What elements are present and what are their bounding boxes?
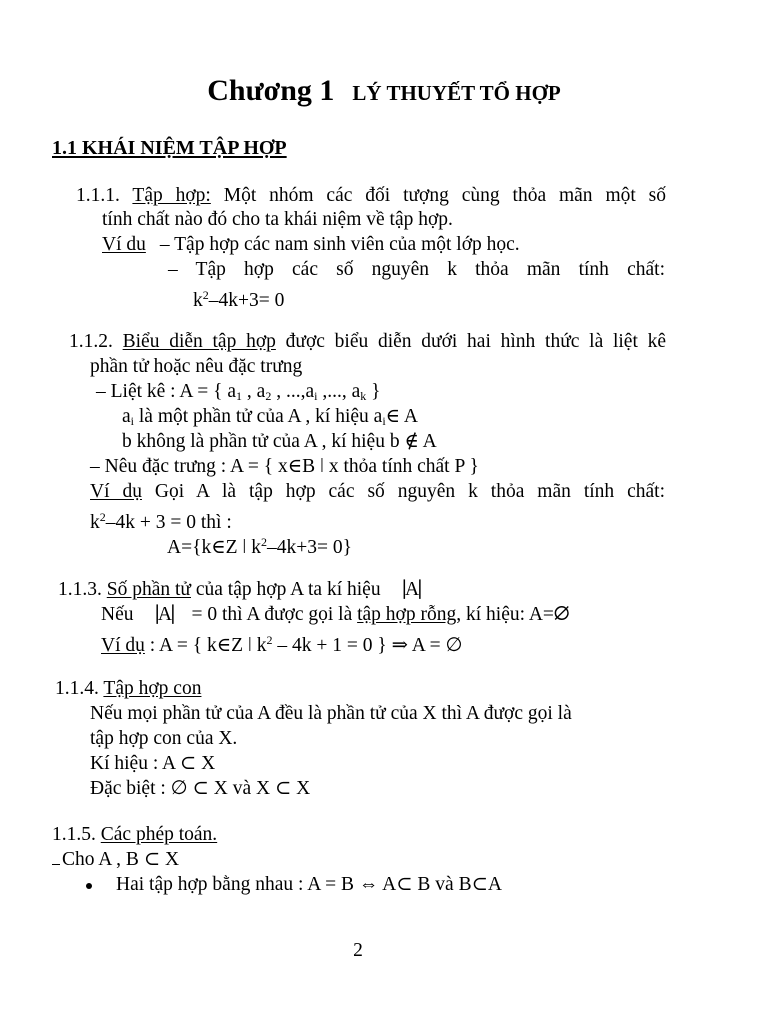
s113-example-label: Ví dụ [101,635,145,656]
s115-line1-text: Cho A , B ⊂ X [62,849,180,870]
s115-line1 [52,848,179,872]
s113-ex-pre: : A = { k∈Z ǀ k [144,635,267,656]
s113-text: của tập hợp A ta kí hiệu ⎹A⎸ [195,579,439,600]
s112-list [96,380,380,408]
s114-number: 1.1.4. [55,678,99,699]
s113-empty-set-term: tập hợp rỗng [357,604,457,625]
s111-line1 [76,184,666,208]
s111-example-label: Ví du [102,234,146,255]
s112-ex-k: k [90,512,100,533]
s111-number: 1.1.1. [76,185,120,206]
s112-subi: i [314,389,318,403]
s112-elem-sym: ∈ A [385,406,418,427]
s115-number: 1.1.5. [52,824,96,845]
s114-special: Đặc biệt : ∅ ⊂ X và X ⊂ X [90,778,311,799]
chapter-heading [0,74,768,108]
page-number: 2 [353,940,363,961]
s111-example1-text: – Tập hợp các nam sinh viên của một lớp học. [159,234,520,255]
s112-ex-exp: 2 [99,510,106,524]
s112-sub1: 1 [236,389,243,403]
bullet-icon [86,883,92,889]
chapter-title: LÝ THUYẾT TỔ HỢP [352,81,561,105]
s112-mid3: ,..., a [317,381,361,402]
s112-mid2: , ...,a [271,381,315,402]
s112-example-label: Ví dụ [90,481,142,502]
s112-example-text: Gọi A là tập hợp các số nguyên k thỏa mãn tính chất: [154,481,665,502]
s114-notation: Kí hiệu : A ⊂ X [90,753,216,774]
s113-term: Số phần tử [106,579,191,600]
s111-eq-k: k [193,290,203,311]
s112-sub2: 2 [265,389,272,403]
s112-set-rest: –4k+3= 0} [266,537,352,558]
s112-term: Biểu diễn tập hợp [122,331,276,352]
s112-line2: phần tử hoặc nêu đặc trưng [90,356,303,377]
s112-desc1: được biểu diễn dưới hai hình thức là liệt kê [285,331,667,352]
s112-ex-rest: –4k + 3 = 0 thì : [105,512,232,533]
section-heading [52,136,287,160]
s112-list-prefix: – Liệt kê : A = { a [96,381,237,402]
s112-end: } [366,381,381,402]
s111-example2: – Tập hợp các số nguyên k thỏa mãn tính chất: [168,259,665,280]
s112-elem-sub: i [130,414,134,428]
s112-elem-a: a [122,406,131,427]
s113-line2-pre: Nếu ⎹A⎸= 0 thì A được gọi là [101,604,353,625]
s112-elem-sub2: i [382,414,386,428]
section-title: 1.1 KHÁI NIỆM TẬP HỢP [52,137,287,159]
s112-line1 [69,330,666,354]
s114-line2: tập hợp con của X. [90,728,238,749]
s112-set-prefix: A={k∈Z ǀ k [167,537,261,558]
s113-ex-post: – 4k + 1 = 0 } ⇒ A = ∅ [272,635,463,656]
s112-characteristic: – Nêu đặc trưng : A = { x∈B ǀ x thỏa tính chất P } [90,456,479,477]
s114-term: Tập hợp con [103,678,202,699]
s111-eq-rest: –4k+3= 0 [208,290,285,311]
s111-line2: tính chất nào đó cho ta khái niệm về tập hợp. [102,209,453,230]
s115-term: Các phép toán. [100,824,218,845]
s112-number: 1.1.2. [69,331,113,352]
s113-ex-exp: 2 [266,633,273,647]
s111-term: Tập hợp: [132,185,211,206]
s112-element [122,405,418,433]
s112-elem-text: là một phần tử của A , kí hiệu a [134,406,383,427]
s114-heading [55,677,201,701]
s115-heading [52,823,217,847]
s112-mid1: , a [242,381,266,402]
s113-number: 1.1.3. [58,579,102,600]
s111-equation [193,283,284,313]
chapter-label: Chương 1 [207,74,335,107]
s112-subk: k [360,389,367,403]
s113-line2 [101,603,570,627]
s112-example [90,480,665,504]
s112-set [167,530,352,560]
s113-example [101,628,462,658]
s111-def1: Một nhóm các đối tượng cùng thỏa mãn một số [223,185,666,206]
s112-not-element: b không là phần tử của A , kí hiệu b ∉ A [122,431,437,452]
s115-bullet-text: Hai tập hợp bằng nhau : A = B ⇔ A⊂ B và B⊂A [116,874,503,895]
s111-example1 [102,233,520,257]
s113-line1 [58,578,439,602]
s111-eq-exp: 2 [202,288,209,302]
s114-line1: Nếu mọi phần tử của A đều là phần tử của X thì A được gọi là [90,703,572,724]
s112-set-exp: 2 [260,535,267,549]
s113-line2-post: , kí hiệu: A=∅ [456,604,570,625]
s115-bullet-item [86,873,502,897]
